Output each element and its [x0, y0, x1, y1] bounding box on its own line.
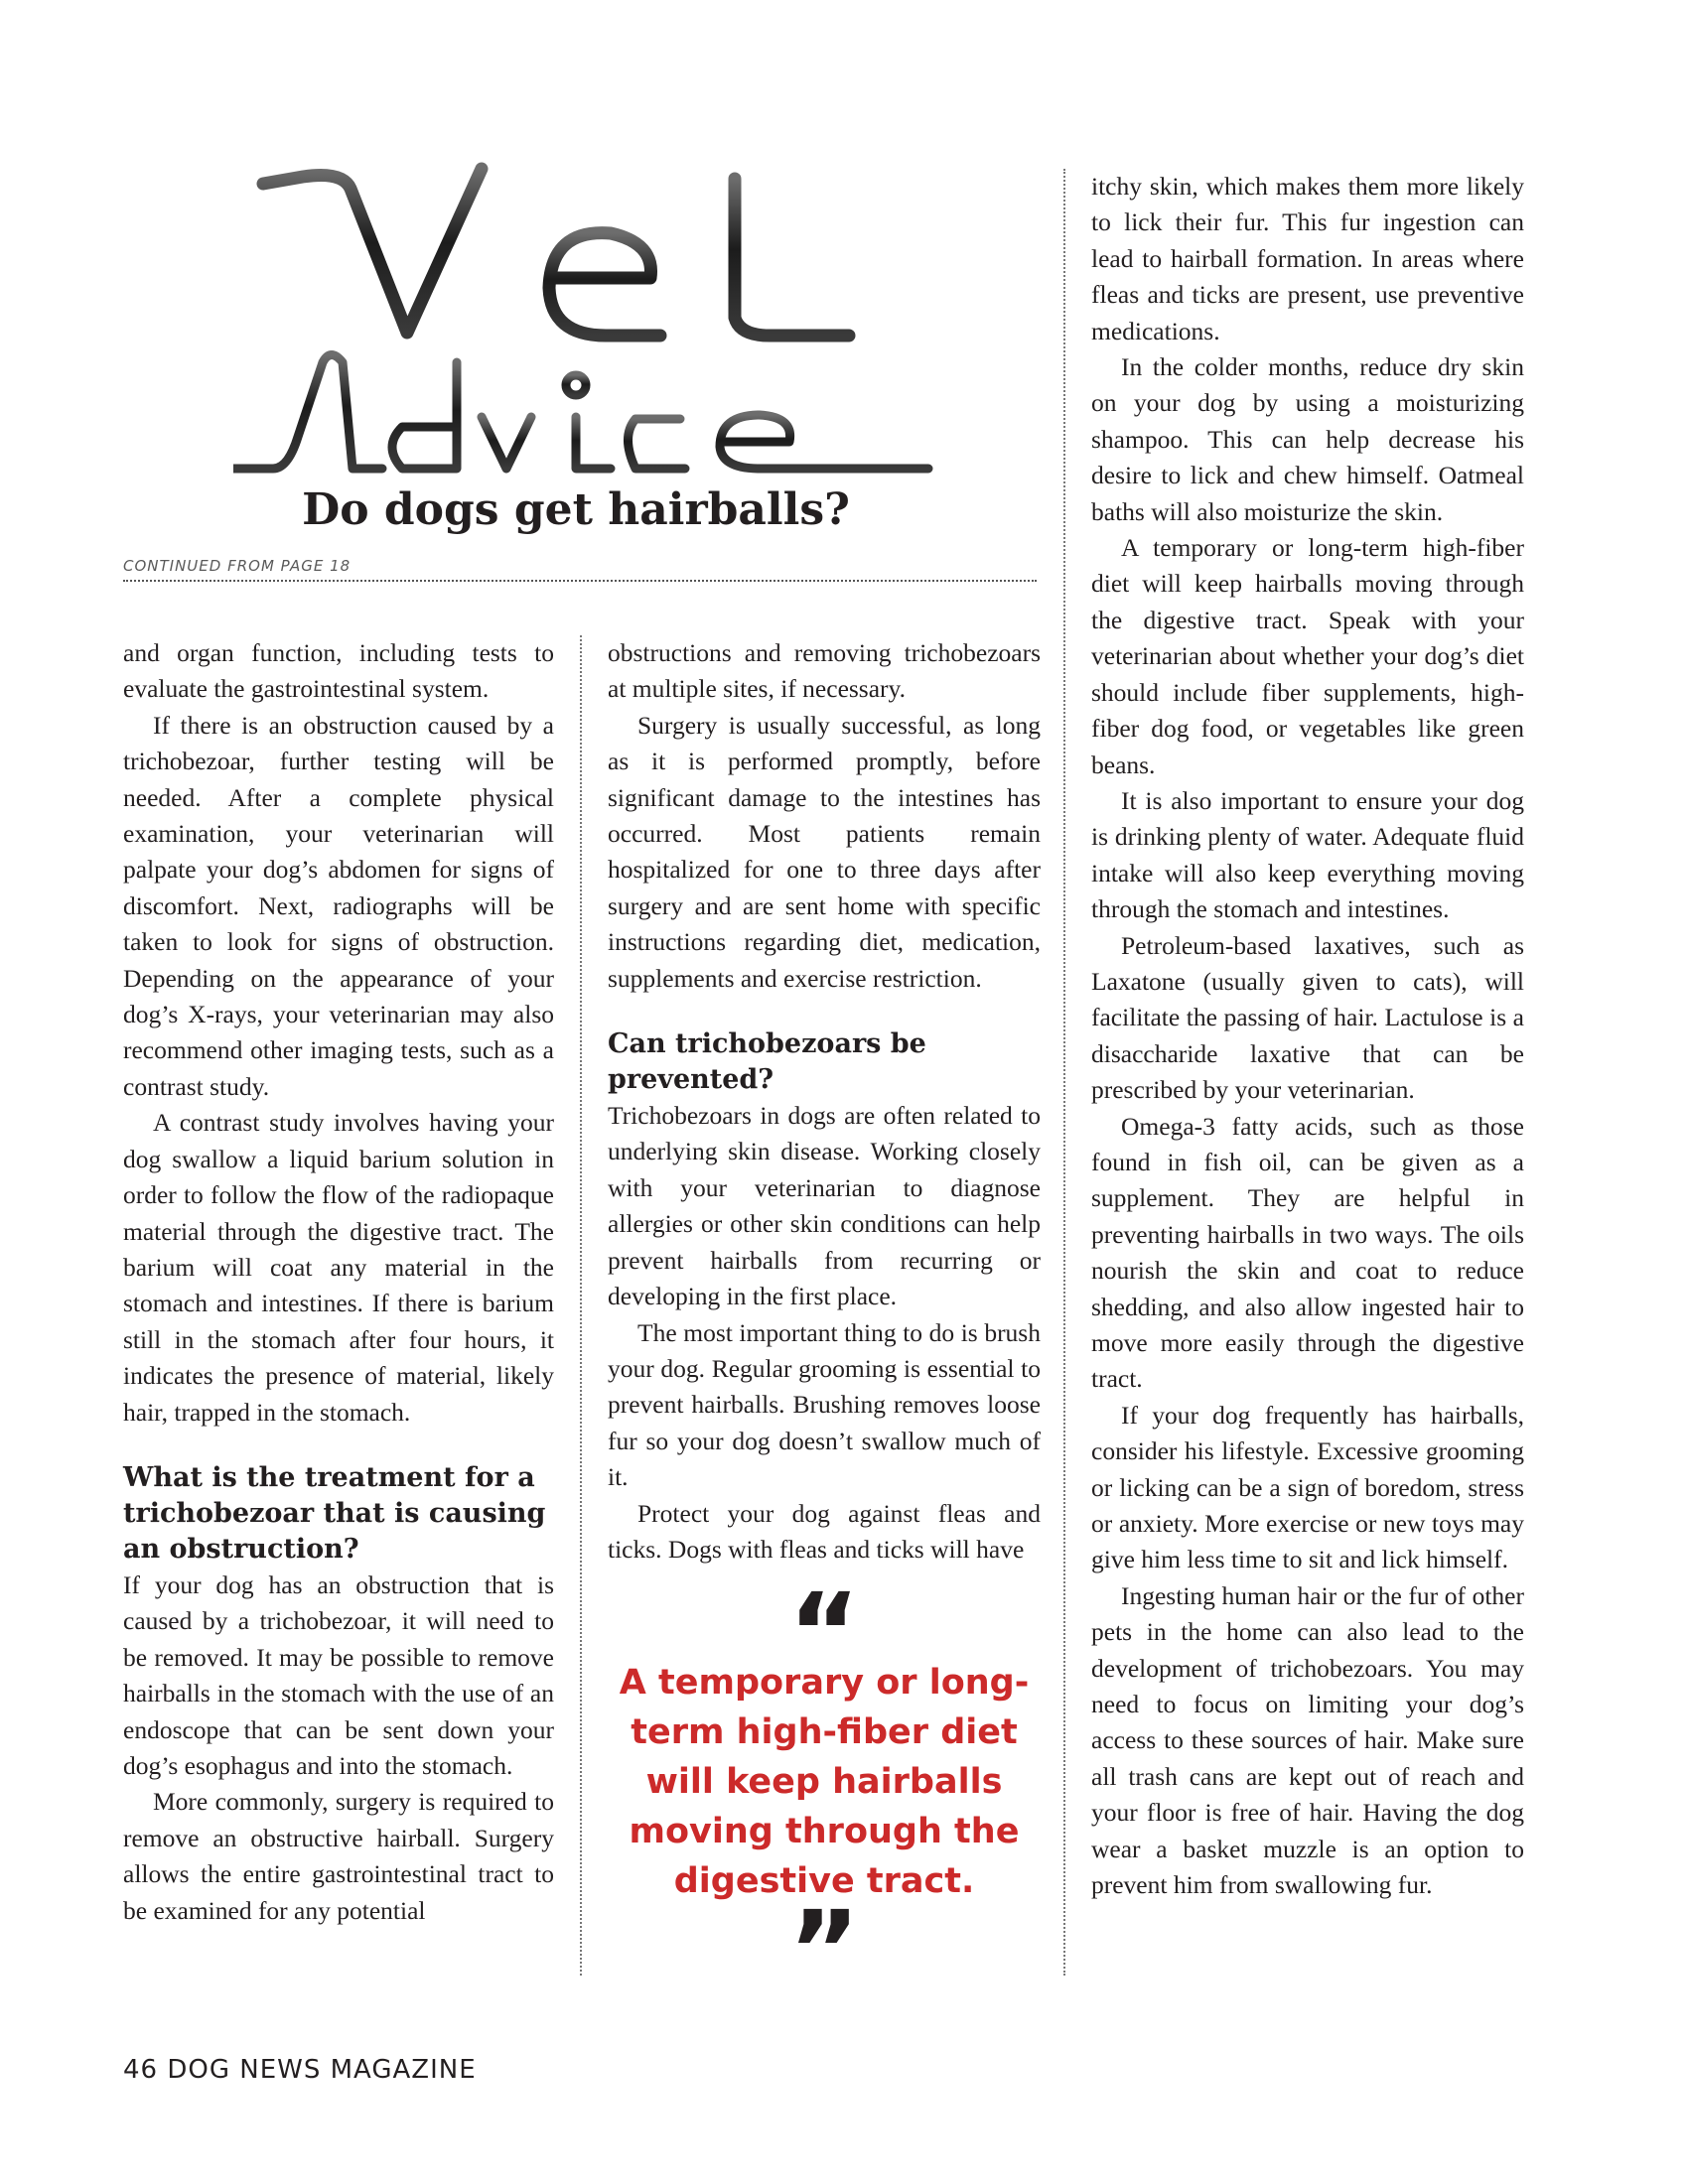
column-3	[1091, 169, 1524, 1904]
paragraph: If your dog has an obstruction that is caused by a trichobezoar, it will need to be removed. It may be possible to remove hairballs in the stomach with the use of an endoscope that can be sent down your dog’s esophagus and into the stomach.	[123, 1570, 554, 1780]
open-quote-icon: “	[787, 1570, 861, 1697]
logo-word-vet	[263, 169, 849, 336]
paragraph: More commonly, surgery is required to remove an obstructive hairball. Surgery allows the entire gastrointestinal tract to be examined for any potential	[123, 1787, 554, 1925]
paragraph: A contrast study involves having your dog swallow a liquid barium solution in order to follow the flow of the radiopaque material through the digestive tract. The barium will coat any material in the stomach and intestines. If there is barium still in the stomach after four hours, it indicates the presence of material, likely hair, trapped in the stomach.	[123, 1108, 554, 1427]
paragraph: Protect your dog against fleas and ticks. Dogs with fleas and ticks will have	[608, 1498, 1041, 1564]
paragraph: Petroleum-based laxatives, such as Laxatone (usually given to cats), will facilitate the passing of hair. Lactulose is a disaccharide laxative that can be prescribed by your veterinarian.	[1091, 930, 1524, 1105]
column-divider-1	[580, 635, 582, 1976]
vet-advice-logo	[233, 149, 948, 486]
column-2	[608, 635, 1041, 1568]
paragraph: Surgery is usually successful, as long as it is performed promptly, before significant damage to the intestines has occurred. Most patients remain hospitalized for one to three days after surgery and are sent home with specific instructions regarding diet, medication, supplements and exercise restriction.	[608, 710, 1041, 993]
column-1	[123, 635, 554, 1929]
subheading-treatment: What is the treatment for a trichobezoar that is causing an obstruction?	[123, 1461, 546, 1565]
close-quote-icon: ”	[787, 1887, 861, 2014]
paragraph: In the colder months, reduce dry skin on your dog by using a moisturizing shampoo. This can help decrease his desire to lick and chew himself. Oatmeal baths will also moisturize the skin.	[1091, 352, 1524, 526]
paragraph: obstructions and removing trichobezoars at multiple sites, if necessary.	[608, 638, 1041, 704]
paragraph: itchy skin, which makes them more likely to lick their fur. This fur ingestion can lead to hairball formation. In areas where fleas and ticks are present, use preventive medications.	[1091, 172, 1524, 345]
paragraph: If there is an obstruction caused by a trichobezoar, further testing will be needed. After a complete physical examination, your veterinarian will palpate your dog’s abdomen for signs of discomfort. Next, radiographs will be taken to look for signs of obstruction. Depending on the appearance of your dog’s X-rays, your veterinarian may also recommend other imaging tests, such as a contrast study.	[123, 710, 554, 1101]
paragraph: It is also important to ensure your dog is drinking plenty of water. Adequate fluid intake will also keep everything moving through the stomach and intestines.	[1091, 785, 1524, 924]
paragraph: Ingesting human hair or the fur of other pets in the home can also lead to the development of trichobezoars. You may need to focus on limiting your dog’s access to these sources of hair. Make sure all trash cans are kept out of reach and your floor is free of hair. Having the dog wear a basket muzzle is an option to prevent him from swallowing fur.	[1091, 1580, 1524, 1900]
header-divider	[123, 580, 1037, 582]
paragraph: and organ function, including tests to evaluate the gastrointestinal system.	[123, 638, 554, 704]
continued-note: CONTINUED FROM PAGE 18	[123, 557, 352, 575]
paragraph: If your dog frequently has hairballs, consider his lifestyle. Excessive grooming or licking can be a sign of boredom, stress or anxiety. More exercise or new toys may give him less time to sit and lick himself.	[1091, 1400, 1524, 1574]
pull-quote	[608, 1570, 1041, 2014]
subheading-prevention: Can trichobezoars be prevented?	[608, 1028, 926, 1096]
headline: Do dogs get hairballs?	[302, 484, 850, 535]
pull-quote-text: A temporary or long-term high-fiber diet will keep hairballs moving through the digestive tract.	[619, 1663, 1030, 1901]
column-divider-2	[1063, 169, 1065, 1976]
paragraph: The most important thing to do is brush your dog. Regular grooming is essential to prevent hairballs. Brushing removes loose fur so your dog doesn’t swallow much of it.	[608, 1317, 1041, 1492]
page-footer: 46 DOG NEWS MAGAZINE	[123, 2055, 477, 2085]
paragraph: Trichobezoars in dogs are often related to underlying skin disease. Working closely with your veterinarian to diagnose allergies or other skin conditions can help prevent hairballs from recurring or developing in the first place.	[608, 1101, 1041, 1311]
paragraph: Omega-3 fatty acids, such as those found in fish oil, can be given as a supplement. They are helpful in preventing hairballs in two ways. The oils nourish the skin and coat to reduce shedding, and also allow ingested hair to move more easily through the digestive tract.	[1091, 1111, 1524, 1394]
paragraph: A temporary or long-term high-fiber diet will keep hairballs moving through the digestive tract. Speak with your veterinarian about whether your dog’s diet should include fiber supplements, high-fiber dog food, or vegetables like green beans.	[1091, 533, 1524, 779]
logo-word-advice	[233, 355, 928, 470]
